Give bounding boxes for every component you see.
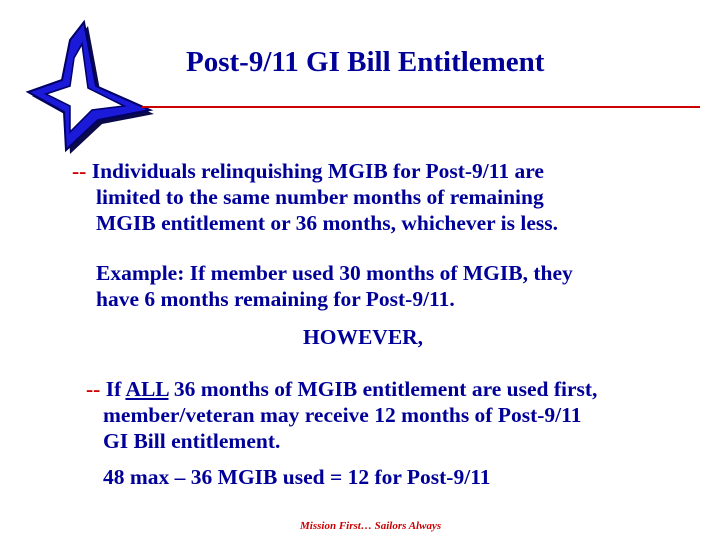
however-heading: HOWEVER, [303,325,424,349]
bullet2-line1 [86,376,597,402]
bullet1-line3: MGIB entitlement or 36 months, whichever is less. [96,211,559,235]
star-logo-icon [0,0,160,160]
bullet2-line3: GI Bill entitlement. [103,429,281,453]
bullet2-dash: -- [86,377,101,401]
bullet2-line2: member/veteran may receive 12 months of Post-9/11 [103,403,582,427]
formula-line: 48 max – 36 MGIB used = 12 for Post-9/11 [103,465,491,489]
page-title: Post-9/11 GI Bill Entitlement [186,46,545,78]
bullet2-all: ALL [125,377,169,401]
example-line1: Example: If member used 30 months of MGIB, they [96,261,573,285]
bullet1-line2: limited to the same number months of remaining [96,185,544,209]
title-divider [142,106,700,108]
bullet1-dash: -- [72,159,87,183]
bullet2-text-line1: 36 months of MGIB entitlement are used first, [173,377,598,401]
bullet1-text-line1: Individuals relinquishing MGIB for Post-9/11 are [91,159,544,183]
bullet2-if: If [105,377,122,401]
footer-motto: Mission First… Sailors Always [300,520,442,532]
example-line2: have 6 months remaining for Post-9/11. [96,287,455,311]
bullet1-line1 [72,158,544,184]
